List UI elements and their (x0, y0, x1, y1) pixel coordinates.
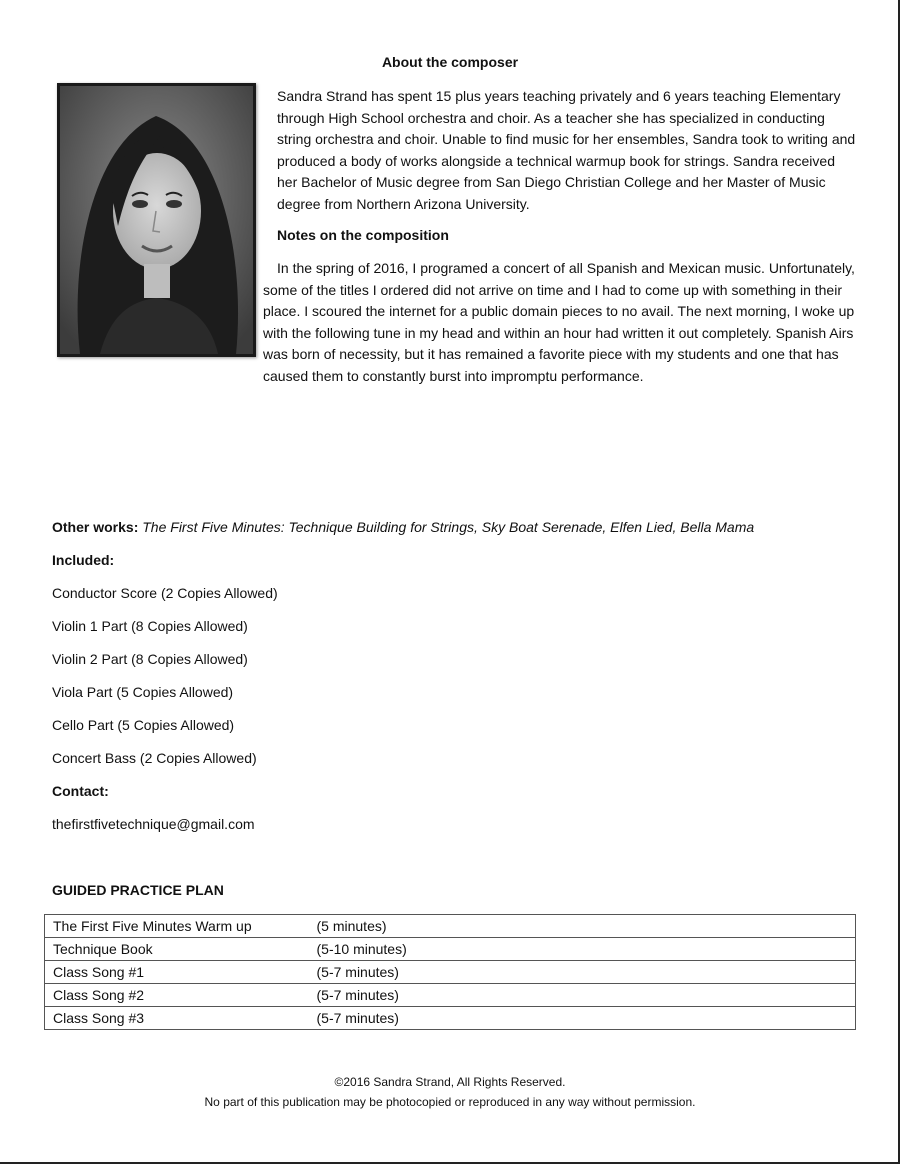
reproduction-notice: No part of this publication may be photocopied or reproduced in any way without permission. (204, 1095, 696, 1109)
composition-notes: In the spring of 2016, I programed a concert of all Spanish and Mexican music. Unfortunately, some of the titles I ordered did not arrive on time and I had to come up with something in their place. I scoured the internet for a public domain pieces to no avail. The next morning, I woke up with the following tune in my head and within an hour had written it out completely. Spanish Airs was born of necessity, but it has remained a favorite piece with my students and one that has caused them to constantly burst into impromptu performance. (263, 260, 855, 384)
included-item: Conductor Score (2 Copies Allowed) (52, 585, 278, 601)
other-works-titles: The First Five Minutes: Technique Building for Strings, Sky Boat Serenade, Elfen Lied, Bella Mama (142, 519, 755, 535)
duration-cell: (5-7 minutes) (307, 961, 856, 984)
other-works-line (52, 519, 754, 535)
included-item: Viola Part (5 Copies Allowed) (52, 684, 234, 700)
activity-cell: Class Song #3 (45, 1007, 307, 1030)
table-row (45, 961, 856, 984)
duration-cell: (5-7 minutes) (307, 1007, 856, 1030)
composer-bio: Sandra Strand has spent 15 plus years teaching privately and 6 years teaching Elementary through High School orchestra and choir. As a teacher she has specialized in conducting string orchestra and choir. Unable to find music for her ensembles, Sandra took to writing and produced a body of works alongside a technical warmup book for strings. Sandra received her Bachelor of Music degree from San Diego Christian College and her Master of Music degree from Northern Arizona University. (277, 88, 856, 212)
included-item: Violin 2 Part (8 Copies Allowed) (52, 651, 248, 667)
contact-email: thefirstfivetechnique@gmail.com (52, 816, 255, 832)
notes-heading: Notes on the composition (277, 227, 449, 243)
composer-portrait-image (60, 86, 253, 354)
practice-plan-table (44, 914, 856, 1030)
included-item: Concert Bass (2 Copies Allowed) (52, 750, 257, 766)
activity-cell: Class Song #2 (45, 984, 307, 1007)
included-item: Violin 1 Part (8 Copies Allowed) (52, 618, 248, 634)
included-item: Cello Part (5 Copies Allowed) (52, 717, 235, 733)
table-row (45, 915, 856, 938)
duration-cell: (5-7 minutes) (307, 984, 856, 1007)
activity-cell: The First Five Minutes Warm up (45, 915, 307, 938)
included-label: Included: (52, 552, 115, 568)
contact-label: Contact: (52, 783, 109, 799)
duration-cell: (5 minutes) (307, 915, 856, 938)
table-row (45, 1007, 856, 1030)
activity-cell: Technique Book (45, 938, 307, 961)
other-works-label: Other works: (52, 519, 139, 535)
about-composer-heading: About the composer (381, 54, 519, 70)
practice-plan-heading: GUIDED PRACTICE PLAN (52, 882, 224, 898)
duration-cell: (5-10 minutes) (307, 938, 856, 961)
table-row (45, 984, 856, 1007)
copyright-line: ©2016 Sandra Strand, All Rights Reserved. (334, 1075, 566, 1089)
composer-portrait (57, 83, 256, 357)
table-row (45, 938, 856, 961)
activity-cell: Class Song #1 (45, 961, 307, 984)
